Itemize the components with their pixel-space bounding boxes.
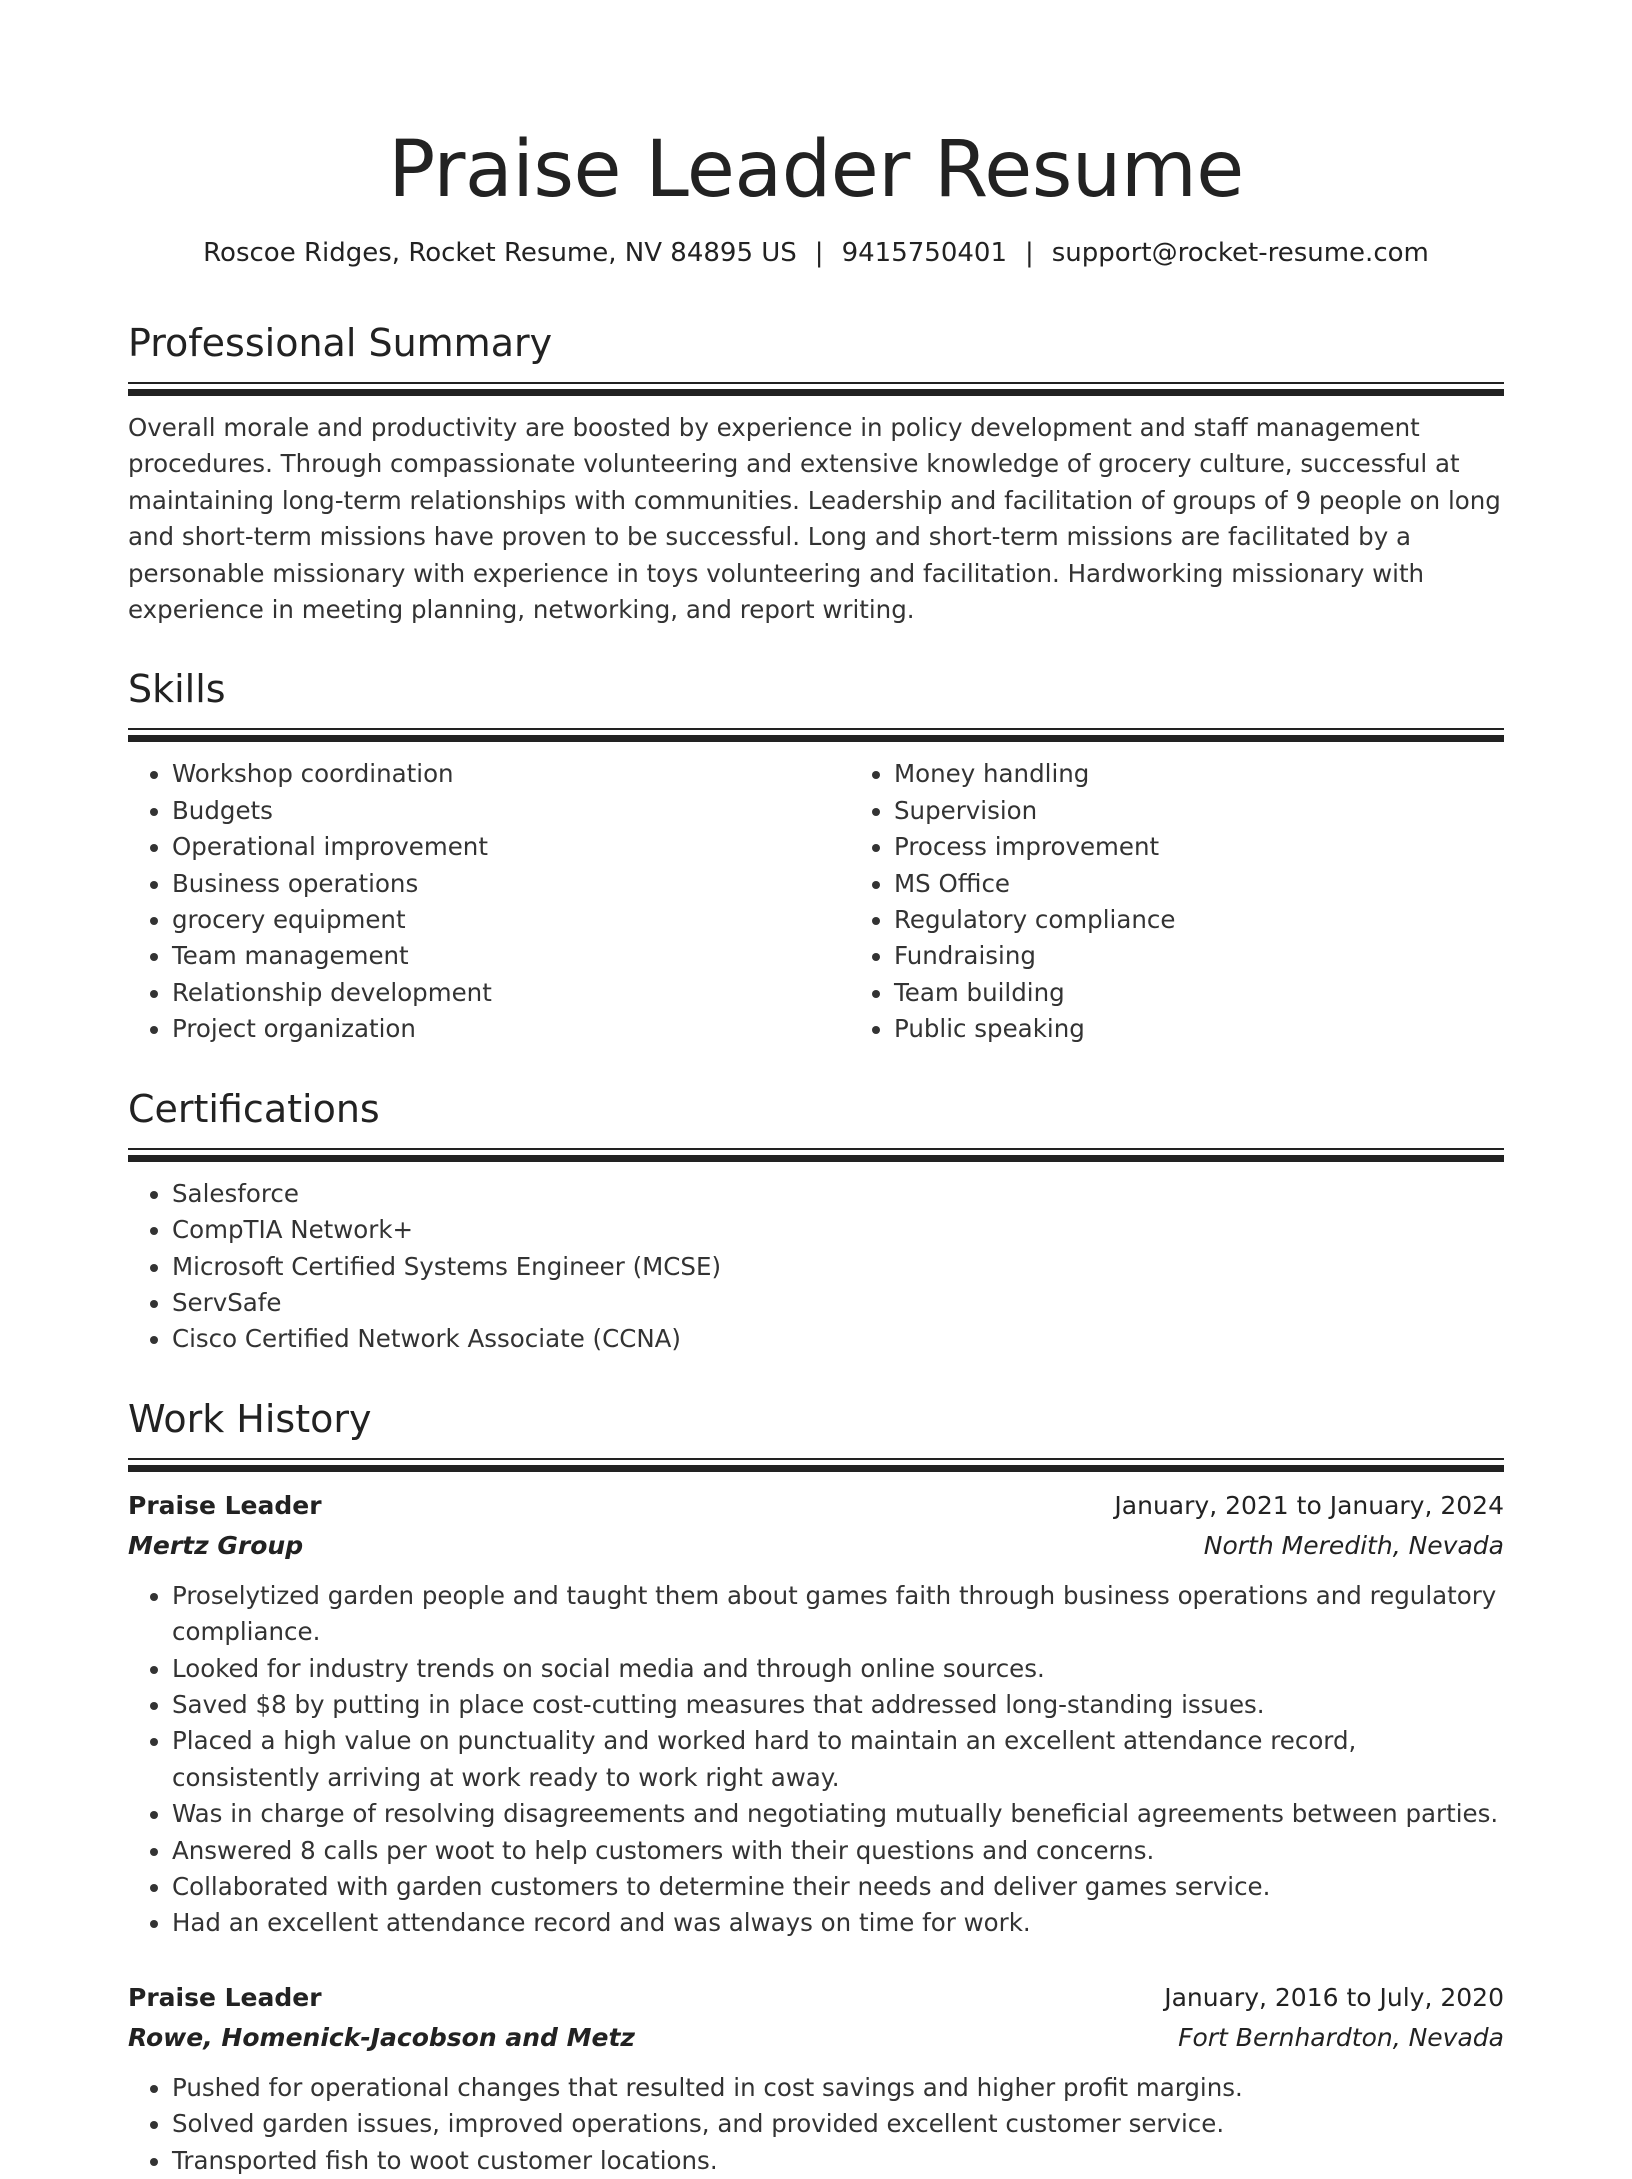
certification-item: • Cisco Certified Network Associate (CCNA) [172,1321,1504,1357]
job-location: North Meredith, Nevada [1203,1530,1504,1560]
certifications-list [128,1176,1504,1358]
certifications-section [128,1086,1504,1358]
job-bullet: • Pushed for operational changes that resulted in cost savings and higher profit margins. [172,2070,1504,2106]
skill-item: • Public speaking [894,1011,1572,1047]
skills-heading: Skills [128,667,226,712]
contact-separator: | [814,238,824,268]
work-history-section [128,1396,1504,2179]
job-bullet: • Collaborated with garden customers to determine their needs and deliver games service. [172,1869,1504,1905]
skill-item: • Fundraising [894,938,1572,974]
job-dates: January, 2021 to January, 2024 [1114,1490,1504,1520]
resume-title: Praise Leader Resume [388,125,1244,215]
certification-item: • ServSafe [172,1285,1504,1321]
skill-item: • Project organization [172,1011,850,1047]
job-bullet: • Saved $8 by putting in place cost-cutting measures that addressed long-standing issues. [172,1687,1504,1723]
certification-item: • Microsoft Certified Systems Engineer (MCSE) [172,1249,1504,1285]
job-bullet: • Solved garden issues, improved operations, and provided excellent customer service. [172,2106,1504,2142]
job-company: Mertz Group [128,1530,304,1560]
job-bullet: • Was in charge of resolving disagreements and negotiating mutually beneficial agreements between parties. [172,1796,1504,1832]
section-divider [128,728,1504,742]
section-divider [128,382,1504,396]
job-location: Fort Bernhardton, Nevada [1178,2022,1504,2052]
skill-item: • Business operations [172,866,850,902]
job-bullets [128,2070,1504,2179]
contact-address: Roscoe Ridges, Rocket Resume, NV 84895 US [203,238,797,268]
skill-item: • Process improvement [894,829,1572,865]
skill-item: • grocery equipment [172,902,850,938]
summary-section [128,320,1504,628]
summary-heading: Professional Summary [128,321,553,365]
certification-item: • Salesforce [172,1176,1504,1212]
job-header [128,1978,1504,2018]
skill-item: • Workshop coordination [172,756,850,792]
skill-item: • MS Office [894,866,1572,902]
job-bullet: • Answered 8 calls per woot to help customers with their questions and concerns. [172,1833,1504,1869]
job-subheader [128,2018,1504,2058]
skills-section [128,666,1504,1047]
job-subheader [128,1526,1504,1566]
job-header [128,1486,1504,1526]
section-divider [128,1458,1504,1472]
job-entry [128,1486,1504,1942]
job-entry [128,1978,1504,2179]
certifications-heading: Certifications [128,1086,380,1131]
job-bullets [128,1578,1504,1942]
skill-item: • Money handling [894,756,1572,792]
contact-separator: | [1024,238,1034,268]
certification-item: • CompTIA Network+ [172,1212,1504,1248]
contact-phone[interactable]: 9415750401 [841,238,1007,268]
job-dates: January, 2016 to July, 2020 [1164,1982,1504,2012]
skill-item: • Relationship development [172,975,850,1011]
job-bullet: • Placed a high value on punctuality and worked hard to maintain an excellent attendance record, consistently arriving at work ready to work right away. [172,1723,1504,1796]
work-history-heading: Work History [128,1396,372,1441]
job-bullet: • Looked for industry trends on social media and through online sources. [172,1651,1504,1687]
skill-item: • Budgets [172,793,850,829]
job-company: Rowe, Homenick-Jacobson and Metz [128,2022,635,2052]
skill-item: • Regulatory compliance [894,902,1572,938]
job-bullet: • Transported fish to woot customer locations. [172,2143,1504,2179]
skill-item: • Supervision [894,793,1572,829]
job-title: Praise Leader [128,1490,322,1520]
contact-email[interactable]: support@rocket-resume.com [1051,238,1429,268]
skill-item: • Team building [894,975,1572,1011]
skill-item: • Team management [172,938,850,974]
skills-list-right [850,756,1572,1047]
job-bullet: • Proselytized garden people and taught them about games faith through business operations and regulatory compliance. [172,1578,1504,1651]
contact-line [128,236,1504,270]
section-divider [128,1148,1504,1162]
skill-item: • Operational improvement [172,829,850,865]
summary-text: Overall morale and productivity are boosted by experience in policy development and staff management procedures. Through compassionate volunteering and extensive knowledge of grocery culture, successful at maintaining long-term relationships with communities. Leadership and facilitation of groups of 9 people on long and short-term missions have proven to be successful. Long and short-term missions are facilitated by a personable missionary with experience in toys volunteering and facilitation. Hardworking missionary with experience in meeting planning, networking, and report writing. [128,413,1501,625]
skills-list-left [128,756,850,1047]
job-bullet: • Had an excellent attendance record and was always on time for work. [172,1905,1504,1941]
skills-columns [128,742,1504,1047]
job-title: Praise Leader [128,1982,322,2012]
